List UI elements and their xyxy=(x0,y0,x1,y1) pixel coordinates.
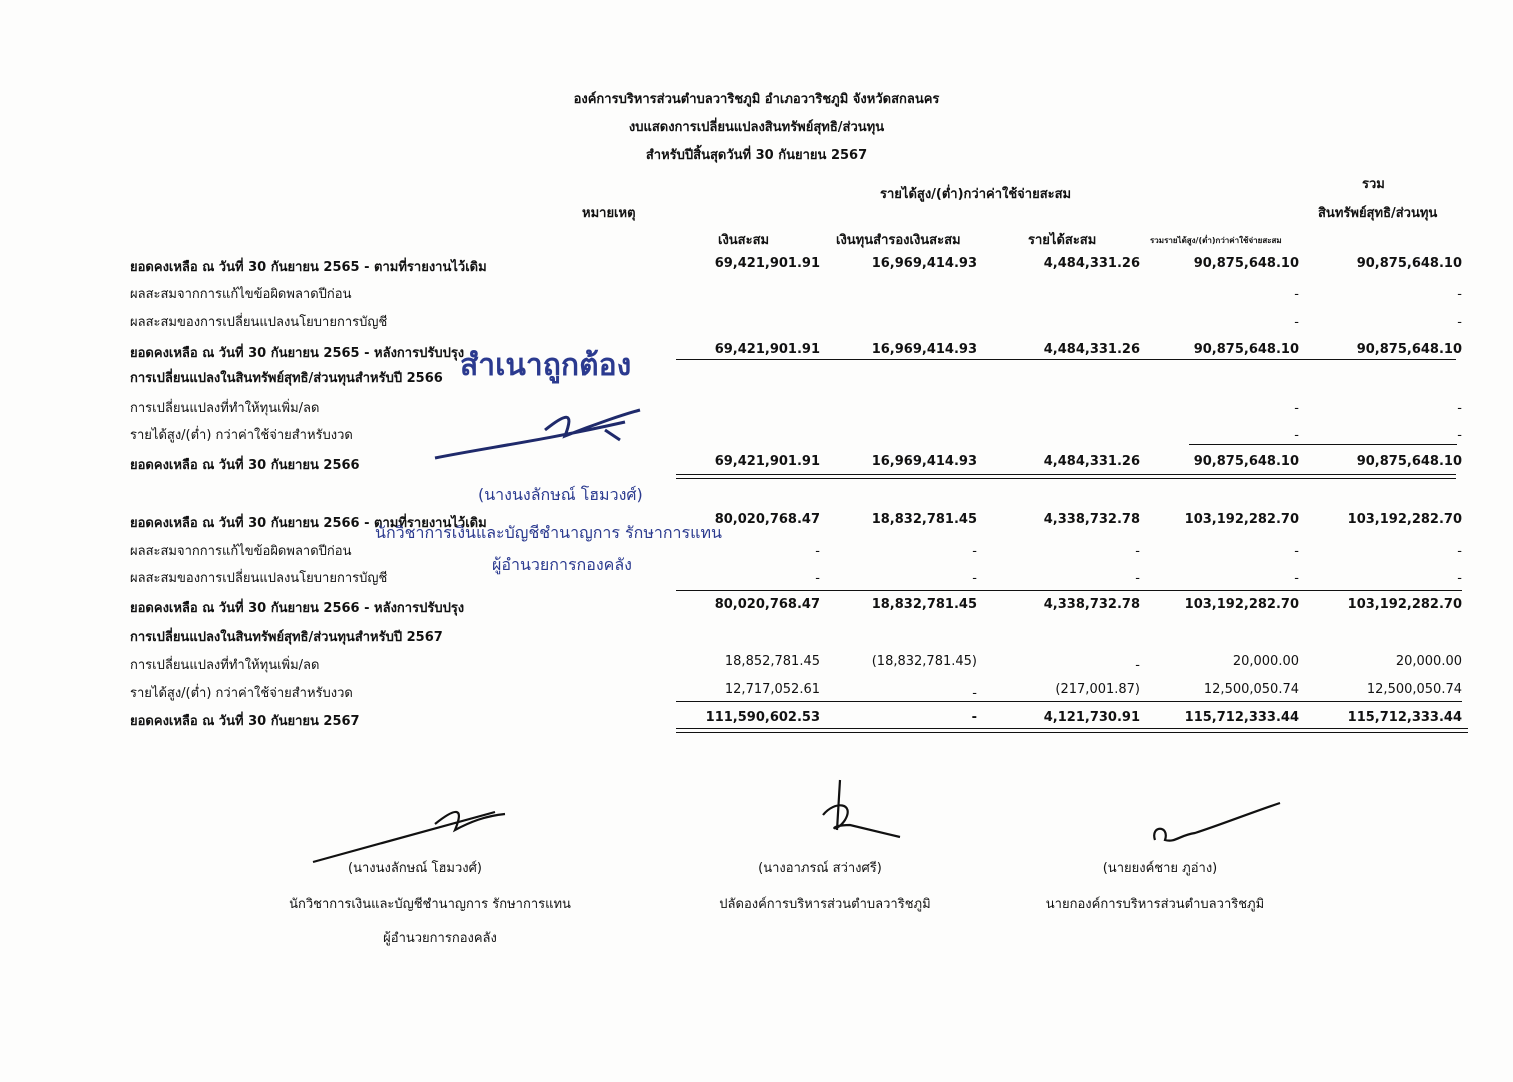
cell-c4: 103,192,282.70 xyxy=(1184,512,1299,527)
rule-line xyxy=(1189,444,1457,445)
cell-c4: - xyxy=(1294,571,1299,586)
cell-c3: 4,484,331.26 xyxy=(1043,454,1140,469)
cell-c5: - xyxy=(1457,571,1462,586)
cell-c4: - xyxy=(1294,287,1299,302)
cell-c5: 90,875,648.10 xyxy=(1356,256,1462,271)
statement-period: สำหรับปีสิ้นสุดวันที่ 30 กันยายน 2567 xyxy=(645,148,868,163)
cell-c1: 80,020,768.47 xyxy=(714,512,820,527)
cell-c2: 18,832,781.45 xyxy=(871,512,977,527)
signature-2-icon xyxy=(805,775,915,845)
signature-2-name: (นางอาภรณ์ สว่างศรี) xyxy=(758,861,882,876)
cell-c4: 103,192,282.70 xyxy=(1184,597,1299,612)
signature-1-title-2: ผู้อำนวยการกองคลัง xyxy=(383,931,497,946)
rule-line xyxy=(676,359,1456,360)
cell-c3: 4,338,732.78 xyxy=(1043,512,1140,527)
cell-c5: - xyxy=(1457,287,1462,302)
cell-c2: 16,969,414.93 xyxy=(871,342,977,357)
cell-c5: 12,500,050.74 xyxy=(1366,682,1462,697)
cell-c2: 16,969,414.93 xyxy=(871,256,977,271)
cell-c1: 69,421,901.91 xyxy=(714,256,820,271)
signature-1-title: นักวิชาการเงินและบัญชีชำนาญการ รักษาการแทน xyxy=(289,897,571,912)
cell-c5: 103,192,282.70 xyxy=(1347,597,1462,612)
total-header-bottom: สินทรัพย์สุทธิ/ส่วนทุน xyxy=(1318,206,1438,221)
cell-c4: - xyxy=(1294,315,1299,330)
row-label: การเปลี่ยนแปลงที่ทำให้ทุนเพิ่ม/ลด xyxy=(130,401,320,416)
certified-copy-stamp: สำเนาถูกต้อง xyxy=(460,348,632,383)
cell-c3: 4,484,331.26 xyxy=(1043,342,1140,357)
accumulated-surplus-group-header: รายได้สูง/(ต่ำ)กว่าค่าใช้จ่ายสะสม xyxy=(880,187,1072,202)
signature-3-name: (นายยงค์ชาย ภูอ่าง) xyxy=(1102,861,1218,876)
row-label: ผลสะสมจากการแก้ไขข้อผิดพลาดปีก่อน xyxy=(130,287,352,302)
cell-c5: 103,192,282.70 xyxy=(1347,512,1462,527)
org-name: องค์การบริหารส่วนตำบลวาริชภูมิ อำเภอวาริชภูมิ จังหวัดสกลนคร xyxy=(573,92,940,107)
row-label: ยอดคงเหลือ ณ วันที่ 30 กันยายน 2566 xyxy=(130,458,360,473)
cell-c2: - xyxy=(972,571,977,586)
stamp-position-2: ผู้อำนวยการกองคลัง xyxy=(492,555,632,574)
cell-c4: 90,875,648.10 xyxy=(1193,454,1299,469)
column-header-accumulated-revenue: รายได้สะสม xyxy=(1028,233,1097,248)
cell-c4: 20,000.00 xyxy=(1232,654,1299,669)
cell-c4: 115,712,333.44 xyxy=(1184,710,1299,725)
cell-c2: - xyxy=(971,710,977,725)
signature-3-title: นายกองค์การบริหารส่วนตำบลวาริชภูมิ xyxy=(1045,897,1265,912)
column-header-reserve-fund: เงินทุนสำรองเงินสะสม xyxy=(836,233,961,248)
row-label: ยอดคงเหลือ ณ วันที่ 30 กันยายน 2566 - หลังการปรับปรุง xyxy=(130,601,465,616)
row-label: ผลสะสมจากการแก้ไขข้อผิดพลาดปีก่อน xyxy=(130,544,352,559)
cell-c1: - xyxy=(815,571,820,586)
rule-line xyxy=(676,701,1462,702)
cell-c3: 4,338,732.78 xyxy=(1043,597,1140,612)
row-label: ผลสะสมของการเปลี่ยนแปลงนโยบายการบัญชี xyxy=(130,571,388,586)
row-label: รายได้สูง/(ต่ำ) กว่าค่าใช้จ่ายสำหรับงวด xyxy=(130,686,353,701)
cell-c1: 12,717,052.61 xyxy=(724,682,820,697)
cell-c5: 115,712,333.44 xyxy=(1347,710,1462,725)
signature-1-name: (นางนงลักษณ์ โฮมวงศ์) xyxy=(348,861,482,876)
rule-line xyxy=(676,590,1462,591)
row-label: ยอดคงเหลือ ณ วันที่ 30 กันยายน 2566 - ตามที่รายงานไว้เดิม xyxy=(130,516,487,531)
cell-c4: 90,875,648.10 xyxy=(1193,342,1299,357)
cell-c1: 18,852,781.45 xyxy=(724,654,820,669)
cell-c2: 16,969,414.93 xyxy=(871,454,977,469)
column-header-accumulated-fund: เงินสะสม xyxy=(718,233,770,248)
cell-c5: - xyxy=(1457,428,1462,443)
row-label: ยอดคงเหลือ ณ วันที่ 30 กันยายน 2565 - หลังการปรับปรุง xyxy=(130,346,465,361)
cell-c1: 69,421,901.91 xyxy=(714,342,820,357)
stamp-position: นักวิชาการเงินและบัญชีชำนาญการ รักษาการแทน xyxy=(375,523,722,542)
row-label: ยอดคงเหลือ ณ วันที่ 30 กันยายน 2567 xyxy=(130,714,360,729)
cell-c3: (217,001.87) xyxy=(1055,682,1140,697)
note-column-header: หมายเหตุ xyxy=(582,206,636,221)
cell-c5: - xyxy=(1457,544,1462,559)
cell-c4: - xyxy=(1294,401,1299,416)
stamp-signature-icon xyxy=(425,400,665,470)
cell-c3: 4,484,331.26 xyxy=(1043,256,1140,271)
row-label: ผลสะสมของการเปลี่ยนแปลงนโยบายการบัญชี xyxy=(130,315,388,330)
double-rule-line xyxy=(676,474,1456,479)
cell-c3: - xyxy=(1135,544,1140,559)
cell-c5: - xyxy=(1457,401,1462,416)
cell-c3: - xyxy=(1135,571,1140,586)
cell-c2: - xyxy=(972,544,977,559)
cell-c2: (18,832,781.45) xyxy=(871,654,977,669)
cell-c1: 69,421,901.91 xyxy=(714,454,820,469)
column-header-subtotal: รวมรายได้สูง/(ต่ำ)กว่าค่าใช้จ่ายสะสม xyxy=(1150,236,1282,245)
cell-c4: 12,500,050.74 xyxy=(1203,682,1299,697)
cell-c4: - xyxy=(1294,428,1299,443)
cell-c1: 80,020,768.47 xyxy=(714,597,820,612)
row-label: การเปลี่ยนแปลงที่ทำให้ทุนเพิ่ม/ลด xyxy=(130,658,320,673)
row-label: ยอดคงเหลือ ณ วันที่ 30 กันยายน 2565 - ตามที่รายงานไว้เดิม xyxy=(130,260,487,275)
total-header-top: รวม xyxy=(1362,177,1385,192)
cell-c3: - xyxy=(1135,658,1140,673)
stamp-name: (นางนงลักษณ์ โฮมวงศ์) xyxy=(478,485,643,504)
cell-c3: 4,121,730.91 xyxy=(1043,710,1140,725)
cell-c2: - xyxy=(972,686,977,701)
statement-title: งบแสดงการเปลี่ยนแปลงสินทรัพย์สุทธิ/ส่วนทุน xyxy=(628,120,885,135)
cell-c4: - xyxy=(1294,544,1299,559)
cell-c5: - xyxy=(1457,315,1462,330)
cell-c4: 90,875,648.10 xyxy=(1193,256,1299,271)
row-label: การเปลี่ยนแปลงในสินทรัพย์สุทธิ/ส่วนทุนสำหรับปี 2566 xyxy=(130,371,443,386)
cell-c5: 90,875,648.10 xyxy=(1356,342,1462,357)
cell-c5: 90,875,648.10 xyxy=(1356,454,1462,469)
cell-c1: - xyxy=(815,544,820,559)
row-label: รายได้สูง/(ต่ำ) กว่าค่าใช้จ่ายสำหรับงวด xyxy=(130,428,353,443)
cell-c2: 18,832,781.45 xyxy=(871,597,977,612)
signature-2-title: ปลัดองค์การบริหารส่วนตำบลวาริชภูมิ xyxy=(719,897,931,912)
double-rule-line xyxy=(676,728,1468,733)
cell-c1: 111,590,602.53 xyxy=(705,710,820,725)
cell-c5: 20,000.00 xyxy=(1395,654,1462,669)
row-label: การเปลี่ยนแปลงในสินทรัพย์สุทธิ/ส่วนทุนสำหรับปี 2567 xyxy=(130,630,443,645)
signature-3-icon xyxy=(1140,795,1290,855)
